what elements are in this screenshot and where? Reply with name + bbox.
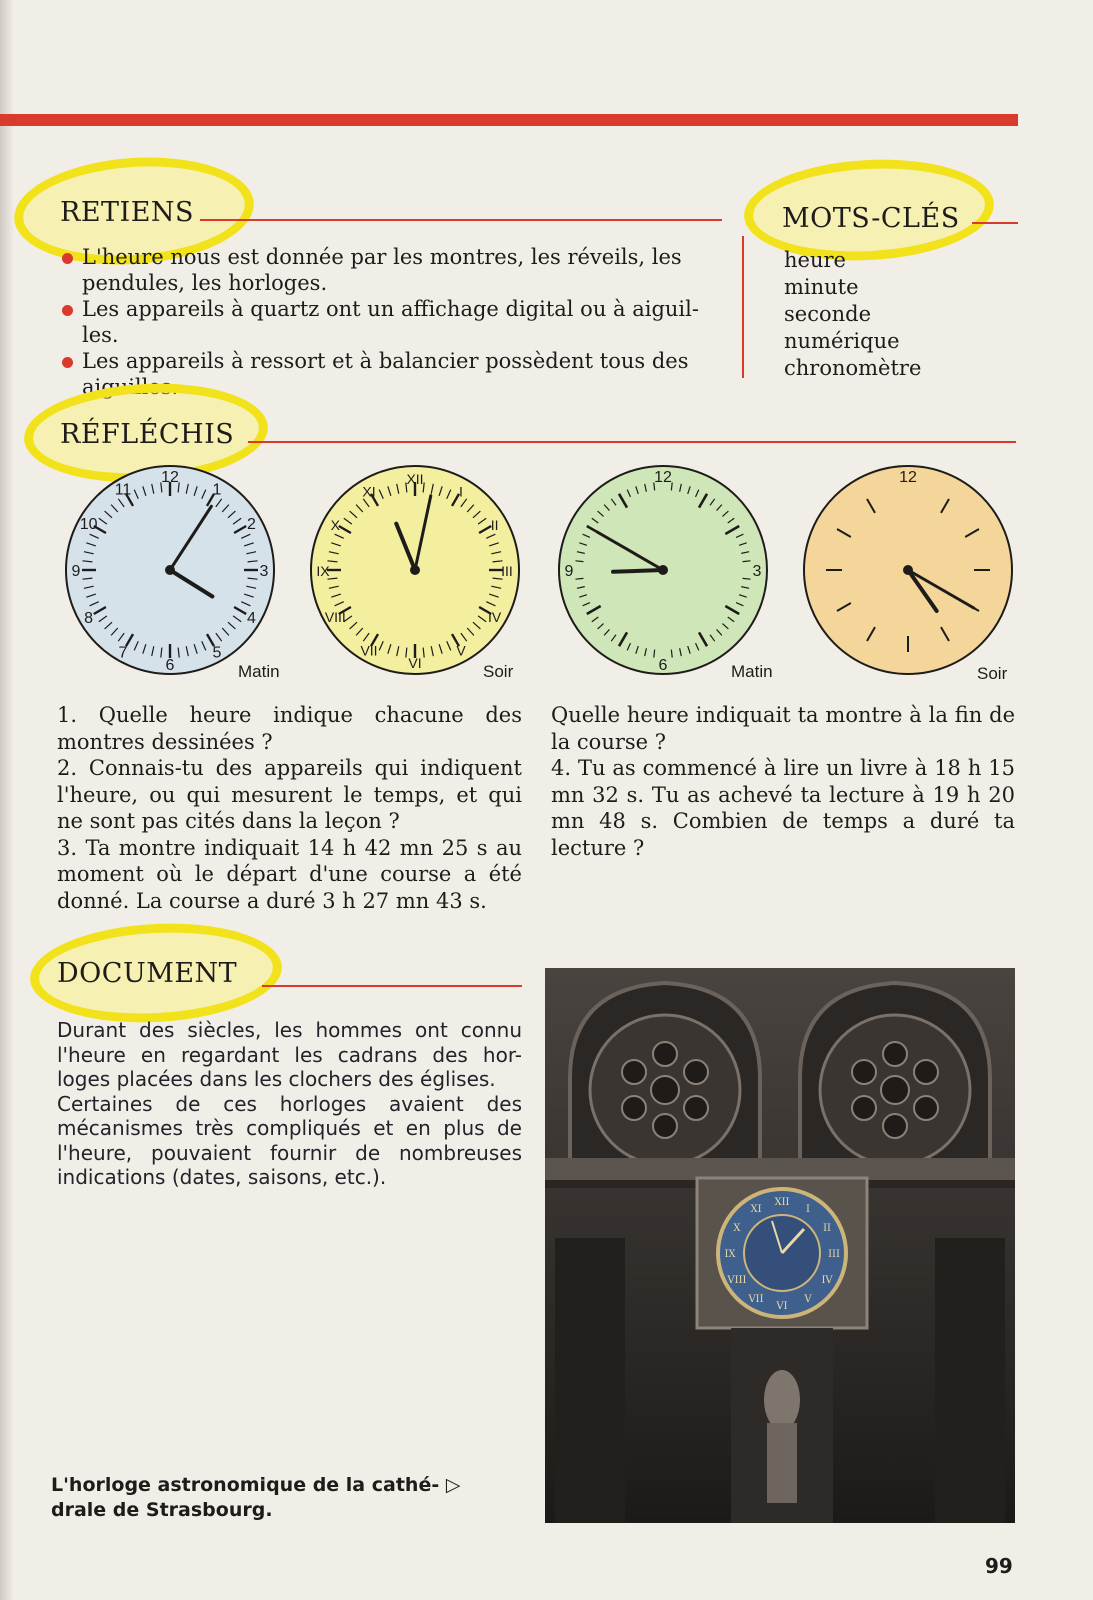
question-3: 3. Ta montre indiquait 14 h 42 mn 25 s au moment où le départ d'une course a été donné. La course a duré 3 h 27 mn 43 s.	[57, 835, 522, 913]
clock-numeral: 1	[212, 481, 222, 499]
clock-numeral: 7	[118, 644, 128, 662]
clock-numeral: 4	[246, 610, 256, 627]
document-paragraph: Certaines de ces horloges avaient des mécanismes très compliqués et en plus de l'heure, pouvaient fournir de nombreuses indications (dates, saisons, etc.).	[57, 1091, 522, 1189]
document-heading: DOCUMENT	[57, 958, 238, 989]
clock-2-label: Soir	[483, 662, 514, 681]
clock-tick	[671, 650, 672, 658]
dial-numeral: XII	[774, 1197, 790, 1208]
clock-numeral: III	[501, 563, 513, 579]
clock-tick	[575, 561, 583, 562]
document-rule	[262, 985, 522, 987]
page-number: 99	[985, 1554, 1013, 1578]
question-4: 4. Tu as commencé à lire un livre à 18 h 15 mn 32 s. Tu as achevé ta lecture à 19 h 20 mn 48 s. Combien de temps a duré ta lecture ?	[551, 756, 1015, 860]
dial-numeral: V	[804, 1294, 812, 1306]
question-2: 2. Connais-tu des appareils qui indiquent l'heure, ou qui mesurent le temps, et qui ne sont pas cités dans la leçon ?	[57, 756, 522, 833]
clock-numeral: VI	[408, 655, 422, 671]
clock-tick	[743, 578, 751, 579]
dial-numeral: IV	[821, 1275, 833, 1286]
retiens-heading: RETIENS	[60, 197, 195, 228]
keyword: chronomètre	[784, 356, 922, 380]
keyword: heure	[784, 248, 846, 272]
clock-numeral: 12	[654, 469, 672, 486]
clock-tick	[743, 561, 751, 562]
photo-caption: L'horloge astronomique de la cathé- ▷ drale de Strasbourg.	[51, 1474, 461, 1521]
clock-numeral: 12	[899, 469, 917, 486]
reflechis-rule	[248, 441, 1016, 443]
clock-1-label: Matin	[238, 662, 280, 681]
clock-numeral: 9	[564, 563, 574, 580]
clock-numeral: 11	[114, 481, 132, 499]
clock-numeral: VII	[360, 642, 378, 659]
clock-center	[658, 565, 668, 575]
bullet-icon	[62, 357, 73, 368]
dial-numeral: I	[806, 1203, 810, 1215]
clock-2	[305, 460, 525, 680]
retiens-list-box	[60, 244, 720, 400]
clock-3	[553, 460, 773, 680]
clock-numeral: V	[456, 642, 466, 659]
clock-1	[60, 460, 280, 680]
strasbourg-clock-photo	[545, 968, 1015, 1523]
clock-tick	[575, 578, 583, 579]
clock-numeral: XII	[406, 471, 424, 487]
arrow-right-icon: ▷	[445, 1474, 461, 1496]
retiens-item: L'heure nous est donnée par les montres, les réveils, les pendules, les horloges.	[60, 244, 720, 296]
clock-4-label: Soir	[977, 664, 1008, 683]
bullet-icon	[62, 305, 73, 316]
clock-numeral: IX	[316, 563, 330, 579]
clock-center	[903, 565, 913, 575]
clock-numeral: II	[490, 517, 499, 533]
clock-numeral: 12	[161, 469, 179, 486]
clock-center	[165, 565, 175, 575]
reflechis-heading: RÉFLÉCHIS	[60, 419, 235, 450]
clock-numeral: 6	[165, 657, 175, 674]
clock-numeral: 2	[246, 516, 256, 533]
astronomical-clock-dial	[718, 1189, 846, 1317]
mots-cles-rule	[972, 222, 1018, 224]
clock-4	[798, 460, 1018, 680]
clock-3-label: Matin	[731, 662, 773, 681]
retiens-item: Les appareils à quartz ont un affichage digital ou à aiguil-les.	[60, 296, 720, 348]
dial-numeral: X	[733, 1223, 741, 1234]
keyword: minute	[784, 275, 859, 299]
mots-cles-divider	[742, 236, 744, 378]
clock-numeral: 9	[71, 563, 81, 580]
dial-numeral: IX	[724, 1249, 736, 1260]
clock-numeral: 5	[212, 644, 222, 662]
retiens-list	[60, 244, 720, 400]
dial-numeral: VIII	[727, 1275, 747, 1286]
questions-left	[57, 702, 522, 914]
bullet-icon	[62, 253, 73, 264]
dial-numeral: III	[828, 1249, 840, 1260]
clock-numeral: VIII	[324, 609, 346, 625]
keyword: numérique	[784, 329, 900, 353]
clock-numeral: X	[330, 517, 340, 533]
clock-hand	[613, 570, 663, 572]
clock-numeral: IV	[488, 609, 502, 625]
page-binding-shadow	[0, 0, 14, 1600]
clock-tick	[654, 650, 655, 658]
keyword: seconde	[784, 302, 872, 326]
dial-numeral: VI	[776, 1301, 788, 1312]
questions-right	[551, 702, 1015, 861]
top-red-rule	[0, 114, 1018, 126]
clock-numeral: 3	[259, 563, 269, 580]
dial-numeral: VII	[748, 1294, 764, 1306]
retiens-item: Les appareils à ressort et à balancier possèdent tous des aiguilles.	[60, 348, 720, 400]
mots-cles-heading: MOTS-CLÉS	[782, 203, 960, 234]
clock-center	[410, 565, 420, 575]
mots-cles-list	[784, 247, 921, 382]
document-paragraph: Durant des siècles, les hommes ont connu l'heure en regardant les cadrans des hor-loges placées dans les clochers des églises.	[57, 1018, 522, 1091]
dial-numeral: II	[823, 1223, 831, 1234]
clock-numeral: XI	[362, 483, 376, 500]
question-1: 1. Quelle heure indique chacune des montres dessinées ?	[57, 703, 522, 754]
clock-numeral: I	[459, 483, 463, 500]
clock-numeral: 10	[79, 516, 98, 533]
clock-numeral: 6	[658, 657, 668, 674]
clock-numeral: 8	[84, 610, 94, 627]
clock-numeral: 3	[752, 563, 762, 580]
question-3-continued: Quelle heure indiquait ta montre à la fin de la course ?	[551, 703, 1015, 754]
document-text	[57, 1018, 522, 1190]
retiens-rule	[200, 219, 722, 221]
dial-numeral: XI	[750, 1203, 762, 1215]
